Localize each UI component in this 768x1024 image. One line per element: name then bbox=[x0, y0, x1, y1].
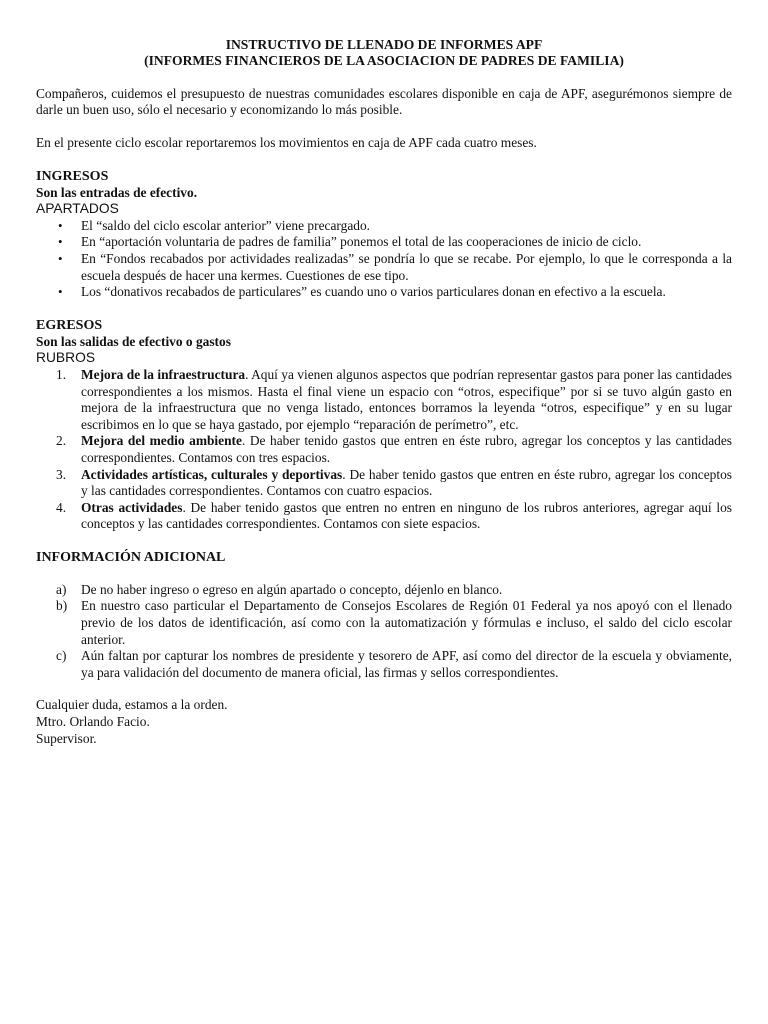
rubro-title: Mejora del medio ambiente bbox=[81, 433, 242, 449]
list-item bbox=[58, 217, 732, 235]
ingresos-heading: INGRESOS bbox=[36, 168, 109, 184]
rubros-list bbox=[36, 367, 732, 533]
list-letter: b) bbox=[56, 598, 68, 614]
list-item bbox=[56, 648, 732, 681]
list-item-text: En nuestro caso particular el Departamento de Consejos Escolares de Región 01 Federal ya nos apoyó con el llenado previo de los datos de identificación, así como con la automatización y fórmulas e incluso, el saldo del ciclo escolar anterior. bbox=[81, 598, 732, 647]
title-line-2: (INFORMES FINANCIEROS DE LA ASOCIACION DE PADRES DE FAMILIA) bbox=[144, 53, 624, 69]
list-number: 1. bbox=[56, 366, 67, 382]
bullet-marker: • bbox=[58, 250, 63, 266]
rubro-text: . Aquí ya vienen algunos aspectos que podrían representar gastos para poner las cantidades correspondientes a los mismos. Hasta el final viene un espacio con “otros, especifique” por si se tuvo algún gasto en mejora de la infraestructura que no venga listado, entonces borramos la leyenda “otros, especifique” y en su lugar escribimos en lo que se haya gastado, por ejemplo “reparación de perímetro”, etc. bbox=[81, 366, 732, 432]
list-item bbox=[56, 433, 732, 466]
bullet-marker: • bbox=[58, 234, 63, 250]
bullet-marker: • bbox=[58, 217, 63, 233]
closing-line: Cualquier duda, estamos a la orden. bbox=[36, 697, 228, 713]
signer-title: Supervisor. bbox=[36, 730, 97, 746]
list-number: 3. bbox=[56, 466, 67, 482]
intro-paragraph-2: En el presente ciclo escolar reportaremos los movimientos en caja de APF cada cuatro meses. bbox=[36, 135, 537, 150]
list-number: 2. bbox=[56, 433, 67, 449]
list-item bbox=[56, 366, 732, 433]
bullet-marker: • bbox=[58, 284, 63, 300]
adicional-heading: INFORMACIÓN ADICIONAL bbox=[36, 549, 226, 565]
apartados-list bbox=[36, 218, 732, 301]
intro-paragraph-1: Compañeros, cuidemos el presupuesto de nuestras comunidades escolares disponible en caja de APF, asegurémonos siempre de darle un buen uso, sólo el necesario y economizando lo más posible. bbox=[36, 85, 732, 118]
document-title bbox=[36, 37, 732, 70]
apartados-label: APARTADOS bbox=[36, 201, 119, 217]
list-item-text: En “Fondos recabados por actividades realizadas” se pondría lo que se recabe. Por ejemplo, lo que le corresponda a la escuela después de hacer una kermes. Cuestiones de ese tipo. bbox=[81, 250, 732, 283]
list-letter: a) bbox=[56, 581, 67, 597]
list-item-text: Aún faltan por capturar los nombres de presidente y tesorero de APF, así como del director de la escuela y obviamente, ya para validación del documento de manera oficial, las firmas y sellos correspondientes. bbox=[81, 648, 732, 680]
ingresos-section bbox=[36, 168, 732, 301]
list-item bbox=[56, 598, 732, 648]
rubro-text: . De haber tenido gastos que entren no entren en ninguno de los rubros anteriores, agregar aquí los conceptos y las cantidades correspondientes. Contamos con siete espacios. bbox=[81, 499, 732, 532]
ingresos-subheading: Son las entradas de efectivo. bbox=[36, 184, 198, 200]
title-line-1: INSTRUCTIVO DE LLENADO DE INFORMES APF bbox=[225, 37, 543, 52]
list-item bbox=[56, 466, 732, 500]
list-item bbox=[58, 234, 732, 251]
list-item-text: Los “donativos recabados de particulares” es cuando uno o varios particulares donan en efectivo a la escuela. bbox=[81, 284, 666, 300]
egresos-subheading: Son las salidas de efectivo o gastos bbox=[36, 333, 231, 349]
rubro-title: Actividades artísticas, culturales y deportivas bbox=[81, 466, 343, 482]
list-item-text: En “aportación voluntaria de padres de familia” ponemos el total de las cooperaciones de inicio de ciclo. bbox=[81, 234, 642, 250]
egresos-heading: EGRESOS bbox=[36, 317, 103, 333]
list-number: 4. bbox=[56, 499, 67, 515]
rubro-title: Otras actividades bbox=[81, 499, 183, 515]
list-item-text: De no haber ingreso o egreso en algún apartado o concepto, déjenlo en blanco. bbox=[81, 581, 503, 597]
rubro-text: . De haber tenido gastos que entren en éste rubro, agregar los conceptos y las cantidades correspondientes. Contamos con tres espacios. bbox=[81, 433, 732, 465]
rubro-title: Mejora de la infraestructura bbox=[81, 366, 246, 382]
list-item bbox=[58, 250, 732, 284]
list-item bbox=[56, 581, 732, 599]
rubros-label: RUBROS bbox=[36, 350, 96, 366]
list-item bbox=[58, 284, 732, 301]
list-letter: c) bbox=[56, 648, 67, 664]
list-item-text: El “saldo del ciclo escolar anterior” viene precargado. bbox=[81, 217, 370, 233]
rubro-text: . De haber tenido gastos que entren en éste rubro, agregar los conceptos y las cantidades correspondientes. Contamos con cuatro espacios. bbox=[81, 466, 732, 499]
egresos-section bbox=[36, 317, 732, 533]
adicional-section bbox=[36, 549, 732, 682]
signer-name: Mtro. Orlando Facio. bbox=[36, 714, 150, 730]
adicional-list bbox=[36, 582, 732, 682]
list-item bbox=[56, 499, 732, 533]
closing-signature bbox=[36, 697, 732, 747]
